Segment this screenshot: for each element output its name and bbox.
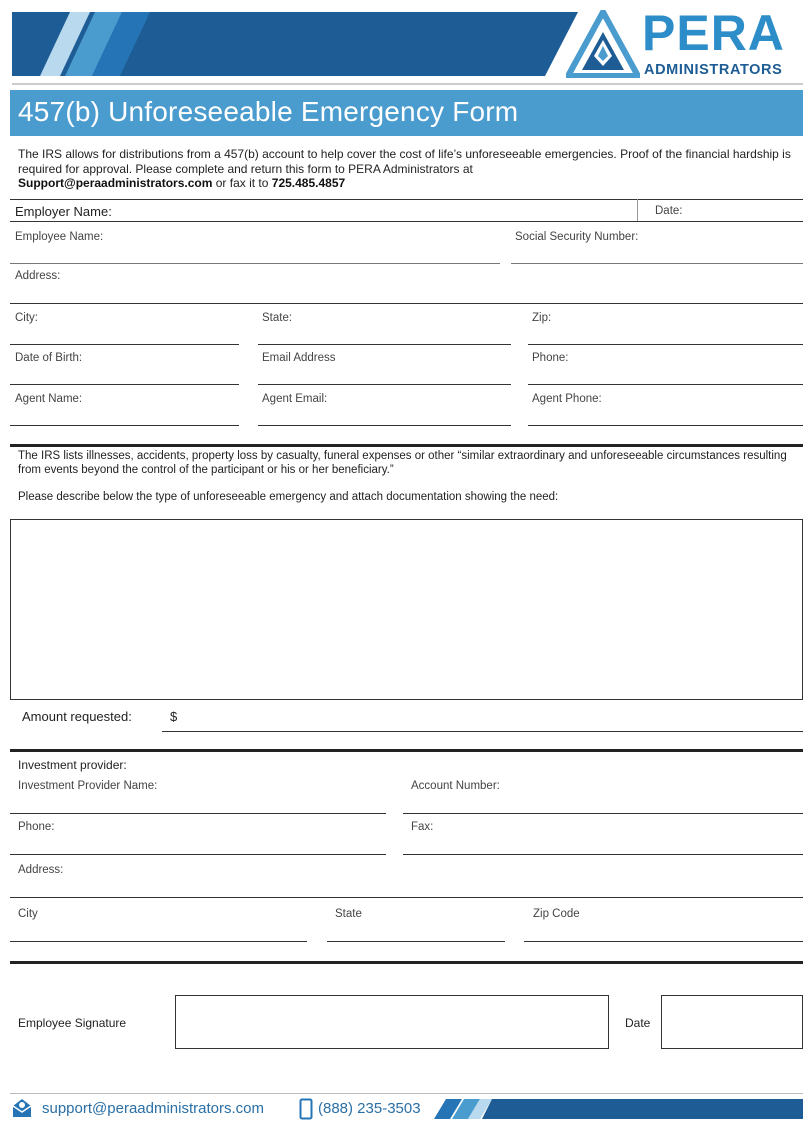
provider-state-label: State xyxy=(335,908,362,920)
employee-signature-box[interactable] xyxy=(175,995,609,1049)
footer-banner-graphic xyxy=(434,1099,803,1119)
email-label: Email Address xyxy=(262,352,336,364)
address-label: Address: xyxy=(15,270,61,282)
divider xyxy=(637,199,638,221)
intro-line: The IRS allows for distributions from a 457(b) account to help cover the cost of life’s unforeseeable emergencies. Proof of the financial hardship is required for approval. Please complete and return this form to PERA Administrators at xyxy=(18,147,791,176)
state-label: State: xyxy=(262,312,293,324)
emergency-description-textarea[interactable] xyxy=(10,519,803,700)
state-field[interactable] xyxy=(258,344,511,345)
agent-phone-label: Agent Phone: xyxy=(532,393,602,405)
ssn-label: Social Security Number: xyxy=(515,231,639,243)
divider xyxy=(10,199,803,200)
provider-state-field[interactable] xyxy=(327,941,505,942)
employee-name-label: Employee Name: xyxy=(15,231,104,243)
section-divider xyxy=(10,961,803,964)
provider-fax-label: Fax: xyxy=(411,821,434,833)
footer-phone[interactable]: (888) 235-3503 xyxy=(318,1100,421,1117)
dob-label: Date of Birth: xyxy=(15,352,83,364)
provider-city-label: City xyxy=(18,908,38,920)
brand-subtitle: ADMINISTRATORS xyxy=(644,62,783,78)
signature-date-box[interactable] xyxy=(661,995,803,1049)
employer-name-field[interactable] xyxy=(10,221,803,222)
email-field[interactable] xyxy=(258,384,511,385)
intro-fax: 725.485.4857 xyxy=(271,176,346,190)
provider-zip-field[interactable] xyxy=(524,941,803,942)
footer-email[interactable]: support@peraadministrators.com xyxy=(42,1100,264,1117)
amount-requested-label: Amount requested: xyxy=(22,709,132,724)
investment-provider-heading: Investment provider: xyxy=(18,758,127,772)
describe-prompt: Please describe below the type of unforeseeable emergency and attach documentation showing the need: xyxy=(18,491,559,503)
agent-phone-field[interactable] xyxy=(528,425,803,426)
account-number-field[interactable] xyxy=(403,813,803,814)
intro-email: Support@peraadministrators.com xyxy=(18,176,213,190)
zip-label: Zip: xyxy=(532,312,552,324)
intro-text xyxy=(18,147,798,191)
employee-signature-label: Employee Signature xyxy=(18,1016,127,1030)
phone-field[interactable] xyxy=(528,384,803,385)
provider-phone-label: Phone: xyxy=(18,821,55,833)
section-divider xyxy=(10,749,803,752)
header-banner xyxy=(0,0,812,86)
provider-address-label: Address: xyxy=(18,864,64,876)
employer-name-label: Employer Name: xyxy=(15,204,112,219)
provider-name-label: Investment Provider Name: xyxy=(18,780,158,792)
phone-icon xyxy=(299,1098,313,1120)
currency-symbol: $ xyxy=(170,709,178,724)
phone-label: Phone: xyxy=(532,352,569,364)
city-label: City: xyxy=(15,312,38,324)
provider-phone-field[interactable] xyxy=(10,854,386,855)
signature-date-label: Date xyxy=(625,1016,651,1030)
email-icon xyxy=(11,1097,33,1119)
footer-divider xyxy=(10,1093,803,1094)
section-divider xyxy=(10,444,803,447)
page-title: 457(b) Unforeseeable Emergency Form xyxy=(18,96,519,127)
provider-name-field[interactable] xyxy=(10,813,386,814)
amount-requested-field[interactable] xyxy=(162,731,803,732)
provider-fax-field[interactable] xyxy=(403,854,803,855)
zip-field[interactable] xyxy=(528,344,803,345)
provider-zip-label: Zip Code xyxy=(533,908,580,920)
date-label: Date: xyxy=(655,205,683,217)
employee-name-field[interactable] xyxy=(10,263,500,264)
agent-name-field[interactable] xyxy=(10,425,239,426)
provider-city-field[interactable] xyxy=(10,941,307,942)
pera-logo-icon xyxy=(566,10,640,78)
brand-name: PERA xyxy=(642,5,785,61)
address-field[interactable] xyxy=(10,303,803,304)
city-field[interactable] xyxy=(10,344,239,345)
agent-name-label: Agent Name: xyxy=(15,393,83,405)
agent-email-field[interactable] xyxy=(258,425,511,426)
ssn-field[interactable] xyxy=(511,263,803,264)
dob-field[interactable] xyxy=(10,384,239,385)
agent-email-label: Agent Email: xyxy=(262,393,328,405)
provider-address-field[interactable] xyxy=(10,897,803,898)
irs-description: The IRS lists illnesses, accidents, property loss by casualty, funeral expenses or other “similar extraordinary and unforeseeable circumstances resulting from events beyond the control of the participant or his or her beneficiary.” xyxy=(18,450,787,476)
intro-mid: or fax it to xyxy=(215,176,269,190)
account-number-label: Account Number: xyxy=(411,780,500,792)
